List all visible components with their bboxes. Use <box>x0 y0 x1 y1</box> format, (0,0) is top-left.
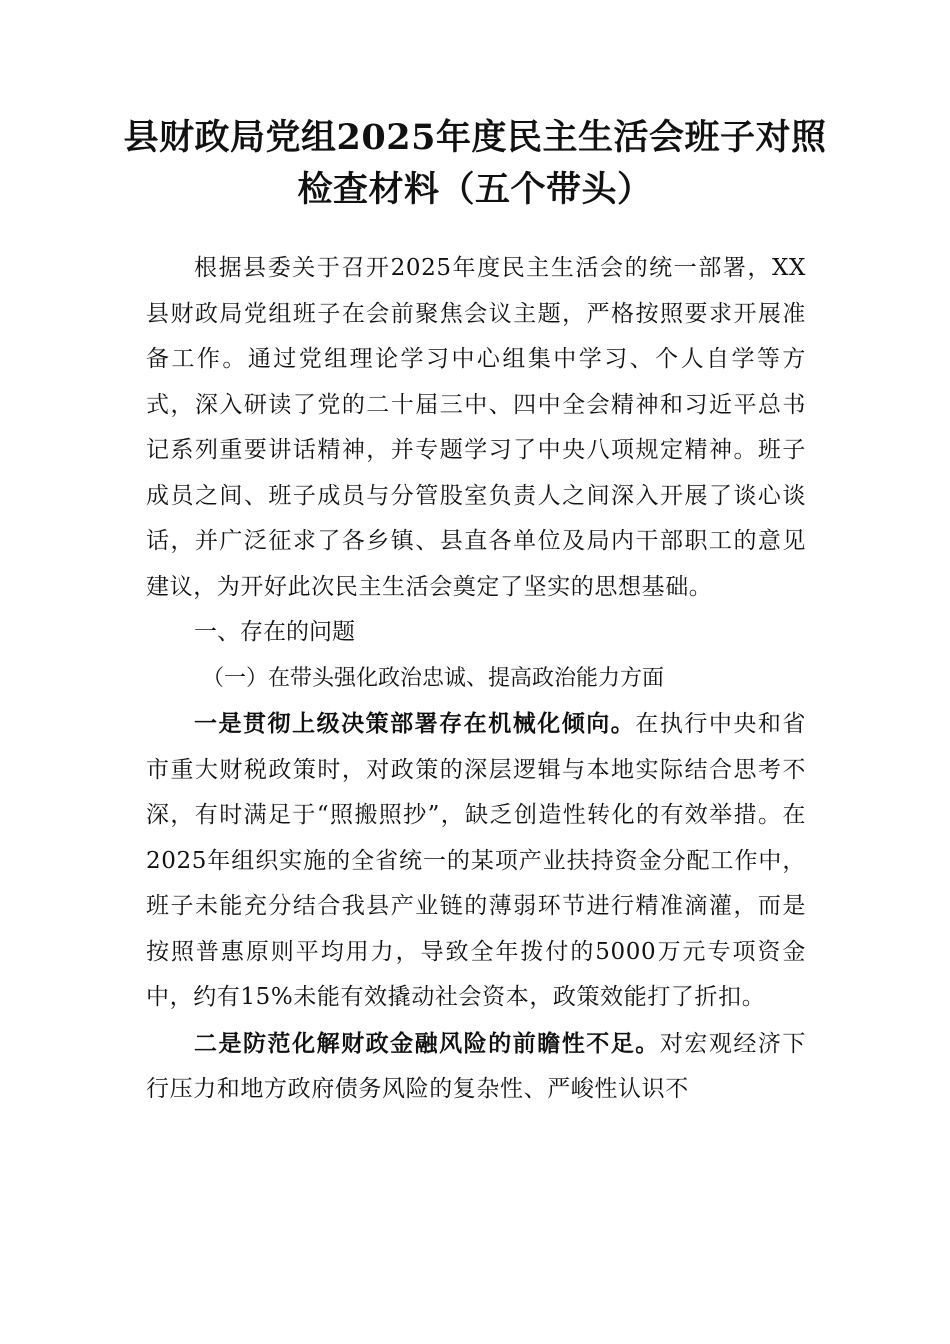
document-title: 县财政局党组2025年度民主生活会班子对照检查材料（五个带头） <box>123 117 827 210</box>
intro-paragraph: 根据县委关于召开2025年度民主生活会的统一部署，XX县财政局党组班子在会前聚焦会议主题，严格按照要求开展准备工作。通过党组理论学习中心组集中学习、个人自学等方式，深入研读了党的二十届三中、四中全会精神和习近平总书记系列重要讲话精神，并专题学习了中央八项规定精神。班子成员之间、班子成员与分管股室负责人之间深入开展了谈心谈话，并广泛征求了各乡镇、县直各单位及局内干部职工的意见建议，为开好此次民主生活会奠定了坚实的思想基础。 <box>146 255 806 600</box>
document-body <box>146 246 806 1113</box>
problem-point-1-lead: 一是贯彻上级决策部署存在机械化倾向。 <box>194 710 636 737</box>
section-heading-problems: 一、存在的问题 <box>194 619 355 645</box>
problem-point-2-text: 对宏观经济下行压力和地方政府债务风险的复杂性、严峻性认识不 <box>146 1030 806 1102</box>
problem-point-2 <box>146 1021 806 1113</box>
problem-point-1-text: 在执行中央和省市重大财税政策时，对政策的深层逻辑与本地实际结合思考不深，有时满足于“照搬照抄”，缺乏创造性转化的有效举措。在2025年组织实施的全省统一的某项产业扶持资金分配工作中，班子未能充分结合我县产业链的薄弱环节进行精准滴灌，而是按照普惠原则平均用力，导致全年拨付的5000万元专项资金中，约有15%未能有效撬动社会资本，政策效能打了折扣。 <box>146 711 806 1010</box>
subsection-heading-political-loyalty: （一）在带头强化政治忠诚、提高政治能力方面 <box>202 665 665 691</box>
problem-point-2-lead: 二是防范化解财政金融风险的前瞻性不足。 <box>194 1029 660 1057</box>
problem-point-1 <box>146 701 806 1021</box>
